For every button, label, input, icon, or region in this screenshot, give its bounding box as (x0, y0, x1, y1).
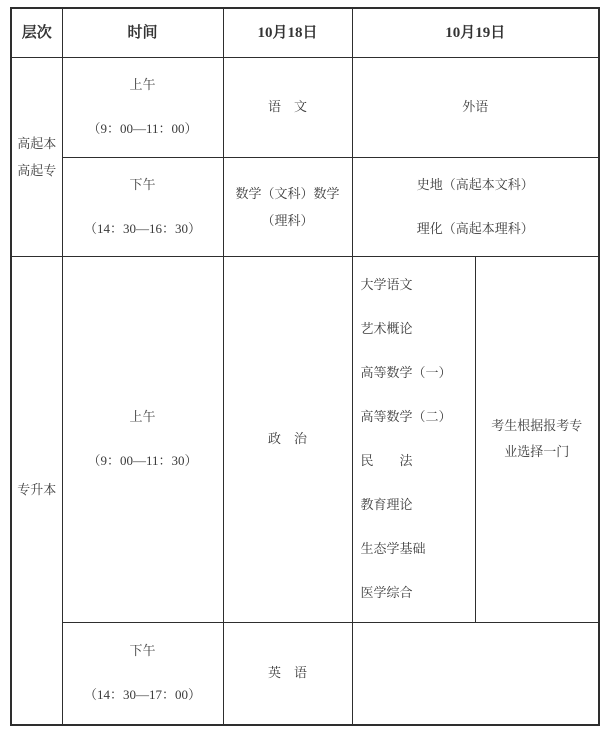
cell-level-gaoqi (11, 57, 62, 256)
cell-g1-morning-oct19: 外语 (352, 57, 599, 157)
header-oct19: 10月19日 (352, 8, 599, 57)
g2-afternoon-session-stack (63, 642, 223, 704)
exam-schedule-table (10, 7, 600, 726)
g1-morning-time: （9：00—11：00） (87, 121, 198, 136)
subject-item: 大学语文 (360, 277, 413, 292)
cell-g1-morning-session (62, 57, 223, 157)
g2-morning-time: （9：00—11：30） (87, 453, 198, 468)
level-gaoqi-lines (12, 130, 62, 184)
subject-item: 医学综合 (360, 585, 413, 600)
g1-morning-label: 上午 (129, 77, 156, 92)
level-gaoqi-line2: 高起专 (17, 162, 57, 178)
g2-afternoon-label: 下午 (129, 643, 156, 659)
subject-item: 生态学基础 (360, 541, 426, 556)
header-level: 层次 (11, 8, 62, 57)
math-line2: （理科） (261, 212, 314, 228)
cell-g1-morning-oct18: 语 文 (223, 57, 352, 157)
subject-item: 高等数学（二） (360, 409, 452, 424)
cell-level-zhuanshengben: 专升本 (11, 256, 62, 725)
cell-g2-morning-session (62, 256, 223, 622)
g1-afternoon-session-stack (63, 176, 223, 238)
choose-note-line2: 业选择一门 (504, 444, 570, 459)
subject-item: 高等数学（一） (360, 365, 452, 380)
cell-g2-morning-oct19-subjects (352, 256, 475, 622)
cell-g2-morning-oct19-note (475, 256, 599, 622)
header-time: 时间 (62, 8, 223, 57)
cell-g2-afternoon-oct18: 英 语 (223, 622, 352, 725)
group2-afternoon-row (11, 622, 599, 725)
choose-note-lines (476, 413, 599, 465)
cell-g2-afternoon-oct19-empty (352, 622, 599, 725)
g2-morning-label: 上午 (129, 409, 156, 424)
group2-morning-row (11, 256, 599, 622)
g1-afternoon-oct19-lines (353, 176, 599, 238)
math-line1: 数学（文科）数学 (235, 185, 340, 201)
header-oct18: 10月18日 (223, 8, 352, 57)
g1-afternoon-label: 下午 (129, 176, 156, 192)
shidi-line: 史地（高起本文科） (416, 176, 534, 192)
cell-g2-morning-oct18: 政 治 (223, 256, 352, 622)
cell-g1-afternoon-oct19 (352, 157, 599, 256)
group1-morning-row (11, 57, 599, 157)
g1-afternoon-time: （14：30—16：30） (83, 220, 201, 236)
g1-morning-session-stack (63, 76, 223, 138)
cell-g1-afternoon-oct18 (223, 157, 352, 256)
g1-afternoon-oct18-lines (224, 180, 352, 234)
subject-item: 民 法 (360, 453, 413, 468)
header-row (11, 8, 599, 57)
lihua-line: 理化（高起本理科） (416, 220, 534, 236)
cell-g1-afternoon-session (62, 157, 223, 256)
level-gaoqi-line1: 高起本 (17, 135, 57, 151)
subject-item: 教育理论 (360, 497, 413, 512)
g2-morning-session-stack (63, 408, 223, 470)
subject-list (353, 276, 475, 602)
group1-afternoon-row (11, 157, 599, 256)
g2-afternoon-time: （14：30—17：00） (83, 687, 201, 703)
subject-item: 艺术概论 (360, 321, 413, 336)
choose-note-line1: 考生根据报考专 (491, 418, 583, 433)
cell-g2-afternoon-session (62, 622, 223, 725)
